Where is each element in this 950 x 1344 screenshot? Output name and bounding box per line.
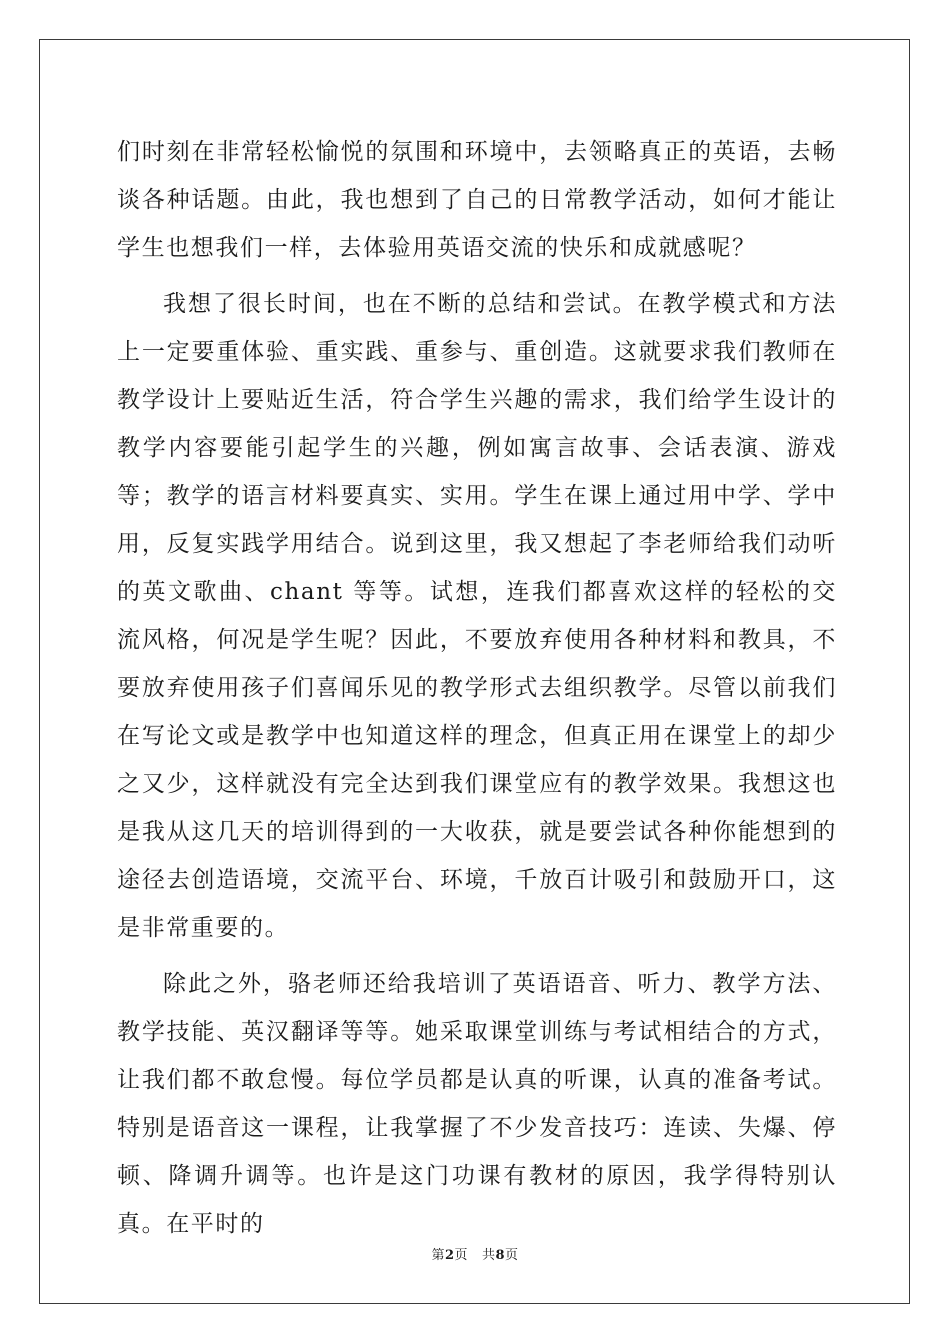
page-number: 2 (444, 1248, 455, 1263)
total-suffix: 页 (505, 1248, 519, 1263)
document-body (117, 128, 837, 1248)
page-footer (0, 1244, 950, 1263)
total-pages: 8 (495, 1248, 506, 1263)
page-prefix: 第 (431, 1248, 445, 1263)
paragraph-1: 们时刻在非常轻松愉悦的氛围和环境中，去领略真正的英语，去畅谈各种话题。由此，我也想到了自己的日常教学活动，如何才能让学生也想我们一样，去体验用英语交流的快乐和成就感呢？ (117, 139, 837, 261)
total-prefix: 共 (481, 1248, 496, 1263)
paragraph-3: 除此之外，骆老师还给我培训了英语语音、听力、教学方法、教学技能、英汉翻译等等。她采取课堂训练与考试相结合的方式，让我们都不敢怠慢。每位学员都是认真的听课，认真的准备考试。特别是语音这一课程，让我掌握了不少发音技巧：连读、失爆、停顿、降调升调等。也许是这门功课有教材的原因，我学得特别认真。在平时的 (117, 971, 837, 1237)
page-suffix: 页 (454, 1248, 469, 1263)
paragraph-2: 我想了很长时间，也在不断的总结和尝试。在教学模式和方法上一定要重体验、重实践、重参与、重创造。这就要求我们教师在教学设计上要贴近生活，符合学生兴趣的需求，我们给学生设计的教学内容要能引起学生的兴趣，例如寓言故事、会话表演、游戏等；教学的语言材料要真实、实用。学生在课上通过用中学、学中用，反复实践学用结合。说到这里，我又想起了李老师给我们动听的英文歌曲、chant 等等。试想，连我们都喜欢这样的轻松的交流风格，何况是学生呢？因此，不要放弃使用各种材料和教具，不要放弃使用孩子们喜闻乐见的教学形式去组织教学。尽管以前我们在写论文或是教学中也知道这样的理念，但真正用在课堂上的却少之又少，这样就没有完全达到我们课堂应有的教学效果。我想这也是我从这几天的培训得到的一大收获，就是要尝试各种你能想到的途径去创造语境，交流平台、环境，千放百计吸引和鼓励开口，这是非常重要的。 (117, 291, 837, 941)
